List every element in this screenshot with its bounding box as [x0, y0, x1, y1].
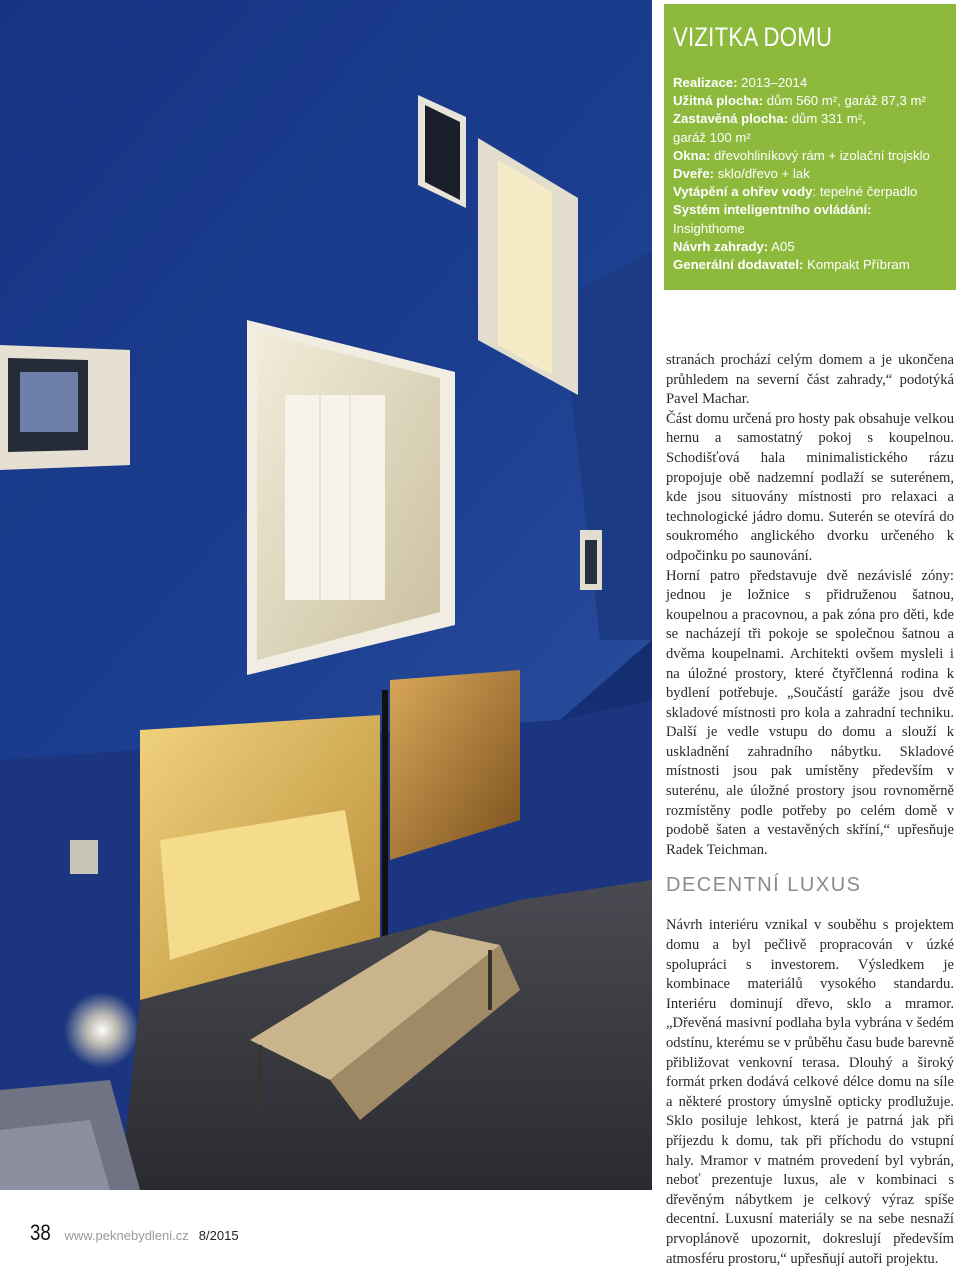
house-fact-value: 2013–2014 — [737, 75, 808, 90]
article-paragraph: Horní patro představuje dvě nezávislé zóny: jednou je ložnice s přidruženou šatnou, koupelnou a pracovnou, a pak zóna pro děti, kde se nacházejí tři pokoje se společnou šatnou a dvěma koupelnami. Architekti ovšem mysleli i na úložné prostory, které čtyřčlenná rodina k bydlení potřebuje. „Součástí garáže jsou dvě skladové místnosti pro kola a zahradní techniku. Další je vedle vstupu do domu a slouží k uskladnění zahradního nábytku. Skladové místnosti jsou pak umístěny především v suterénu, ale úložné prostory jsou rovnoměrně rozmístěny podle potřeby po celém domě v podobě šaten a vestavěných skříní,“ upřesňuje Radek Teichman. — [666, 567, 954, 858]
house-fact-label: Dveře: — [673, 166, 715, 182]
house-fact-label: Okna: — [673, 147, 711, 163]
house-fact-label: Vytápění a ohřev vody — [673, 184, 813, 200]
house-fact-row — [673, 183, 946, 201]
house-fact-row — [673, 165, 946, 183]
house-fact-row — [673, 238, 946, 256]
house-fact-value-continued: Insighthome — [673, 220, 745, 236]
house-fact-label: Realizace: — [673, 75, 738, 90]
house-fact-label: Generální dodavatel: — [673, 257, 804, 273]
house-fact-row — [673, 74, 946, 92]
site-url: www.peknebydleni.cz — [64, 1228, 189, 1243]
house-facts-box — [664, 4, 956, 290]
issue-number: 8/2015 — [198, 1228, 239, 1243]
house-fact-label: Návrh zahrady: — [673, 238, 769, 254]
house-fact-row — [673, 92, 946, 110]
section-heading: DECENTNÍ LUXUS — [666, 874, 862, 897]
article-paragraph: Návrh interiéru vznikal v souběhu s projektem domu a byl pečlivě propracován v úzké spolupráci s investorem. Výsledkem je kombinace materiálů vysokého standardu. Interiéru dominují dřevo, sklo a mramor. „Dřevěná masivní podlaha byla vybrána v šedém odstínu, kterému se v průběhu času bude barevně přibližovat venkovní terasa. Dlouhý a široký formát prken dodává celkové délce domu na síle a některé prostory úmyslně opticky prodlužuje. Sklo posiluje lehkost, která je patrná jak při příjezdu k domu, tak při příchodu do vstupní haly. Mramor v matném provedení byl vybrán, neboť prezentuje luxus, ale v kombinaci s dřevěným nábytkem je celkový výraz spíše decentní. Luxusní materiály se na sebe nesnaží prvoplánově upozornit, dokreslují především atmosféru prostoru,“ upřesňují autoři projektu. — [666, 917, 954, 1267]
house-fact-value: dům 560 m², garáž 87,3 m² — [763, 93, 926, 109]
page-number: 38 — [30, 1220, 51, 1245]
house-fact-row — [673, 147, 946, 165]
house-fact-label: Užitná plocha: — [673, 93, 764, 109]
house-fact-value: A05 — [768, 238, 795, 254]
page-footer — [30, 1220, 239, 1250]
house-fact-row — [673, 256, 946, 274]
house-fact-value: Kompakt Příbram — [803, 257, 910, 273]
house-fact-row — [673, 110, 946, 146]
article-body — [666, 351, 954, 1269]
house-fact-label: Systém inteligentního ovládání: — [673, 202, 872, 218]
house-fact-value: dřevohliníkový rám + izolační trojsklo — [710, 147, 930, 163]
house-facts-title: VIZITKA DOMU — [673, 22, 833, 52]
house-fact-label: Zastavěná plocha: — [673, 111, 789, 127]
house-fact-row — [673, 201, 946, 237]
house-facts-list — [673, 74, 946, 274]
house-fact-value: sklo/dřevo + lak — [714, 166, 810, 182]
house-fact-value-continued: garáž 100 m² — [673, 129, 751, 145]
article-paragraph: stranách prochází celým domem a je ukončena průhledem na severní část zahrady,“ podotýká Pavel Machar. — [666, 352, 954, 408]
house-fact-value: dům 331 m², — [788, 111, 866, 127]
article-paragraph: Část domu určená pro hosty pak obsahuje velkou hernu a samostatný pokoj s koupelnou. Schodišťová hala minimalistického rázu propojuje obě nadzemní podlaží se suterénem, kde jsou situovány místnosti pro relaxaci a technologické jádro domu. Suterén se otevírá do soukromého anglického dvorku určeného k odpočinku po saunování. — [666, 410, 954, 564]
house-fact-value: : tepelné čerpadlo — [812, 184, 918, 200]
